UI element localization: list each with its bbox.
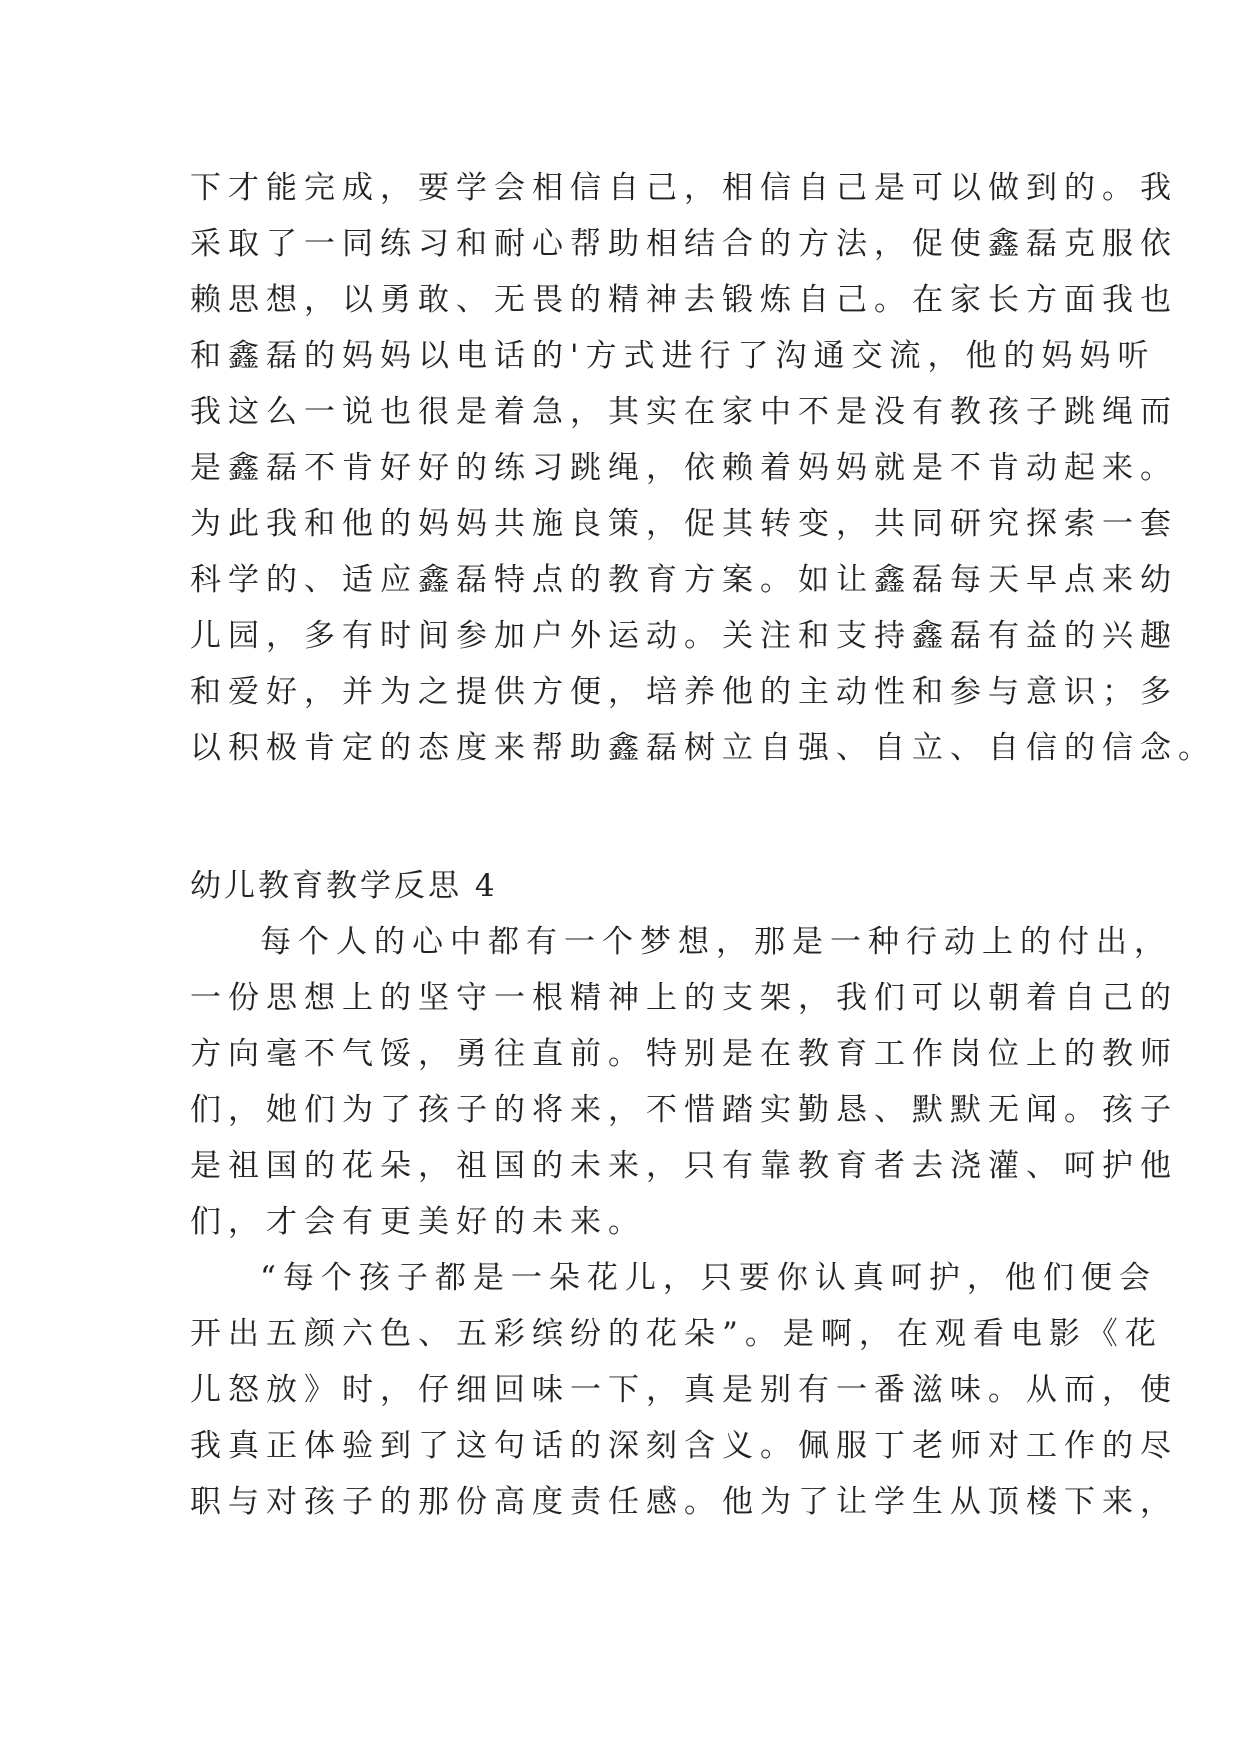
paragraph-line: “每个孩子都是一朵花儿，只要你认真呵护，他们便会 [260, 1260, 1157, 1296]
paragraph-line: 每个人的心中都有一个梦想，那是一种行动上的付出， [260, 924, 1172, 960]
paragraph-line: 以积极肯定的态度来帮助鑫磊树立自强、自立、自信的信念。 [190, 730, 1216, 766]
section-heading: 幼儿教育教学反思 4 [190, 868, 498, 904]
section-4-paragraph-2 [190, 1250, 1178, 1530]
section-4-paragraph-1 [190, 914, 1178, 1250]
paragraph-line: 赖思想，以勇敢、无畏的精神去锻炼自己。在家长方面我也 [190, 282, 1178, 318]
paragraph-line: 为此我和他的妈妈共施良策，促其转变，共同研究探索一套 [190, 506, 1178, 542]
paragraph-line: 是祖国的花朵，祖国的未来，只有靠教育者去浇灌、呵护他 [190, 1148, 1178, 1184]
paragraph-line: 们，才会有更美好的未来。 [190, 1204, 646, 1240]
paragraph-line: 下才能完成，要学会相信自己，相信自己是可以做到的。我 [190, 170, 1178, 206]
paragraph-line: 科学的、适应鑫磊特点的教育方案。如让鑫磊每天早点来幼 [190, 562, 1178, 598]
paragraph-line: 是鑫磊不肯好好的练习跳绳，依赖着妈妈就是不肯动起来。 [190, 450, 1178, 486]
paragraph-line: 我真正体验到了这句话的深刻含义。佩服丁老师对工作的尽 [190, 1428, 1178, 1464]
paragraph-line: 一份思想上的坚守一根精神上的支架，我们可以朝着自己的 [190, 980, 1178, 1016]
paragraph-line: 和爱好，并为之提供方便，培养他的主动性和参与意识；多 [190, 674, 1178, 710]
paragraph-line: 职与对孩子的那份高度责任感。他为了让学生从顶楼下来， [190, 1484, 1178, 1520]
paragraph-line: 儿怒放》时，仔细回味一下，真是别有一番滋味。从而，使 [190, 1372, 1178, 1408]
paragraph-line: 我这么一说也很是着急，其实在家中不是没有教孩子跳绳而 [190, 394, 1178, 430]
paragraph-line: 采取了一同练习和耐心帮助相结合的方法，促使鑫磊克服依 [190, 226, 1178, 262]
paragraph-line: 开出五颜六色、五彩缤纷的花朵”。是啊，在观看电影《花 [190, 1316, 1163, 1352]
paragraph-line: 和鑫磊的妈妈以电话的'方式进行了沟通交流，他的妈妈听 [190, 338, 1156, 374]
paragraph-line: 方向毫不气馁，勇往直前。特别是在教育工作岗位上的教师 [190, 1036, 1178, 1072]
continued-paragraph [190, 160, 1216, 776]
paragraph-line: 们，她们为了孩子的将来，不惜踏实勤恳、默默无闻。孩子 [190, 1092, 1178, 1128]
paragraph-line: 儿园，多有时间参加户外运动。关注和支持鑫磊有益的兴趣 [190, 618, 1178, 654]
